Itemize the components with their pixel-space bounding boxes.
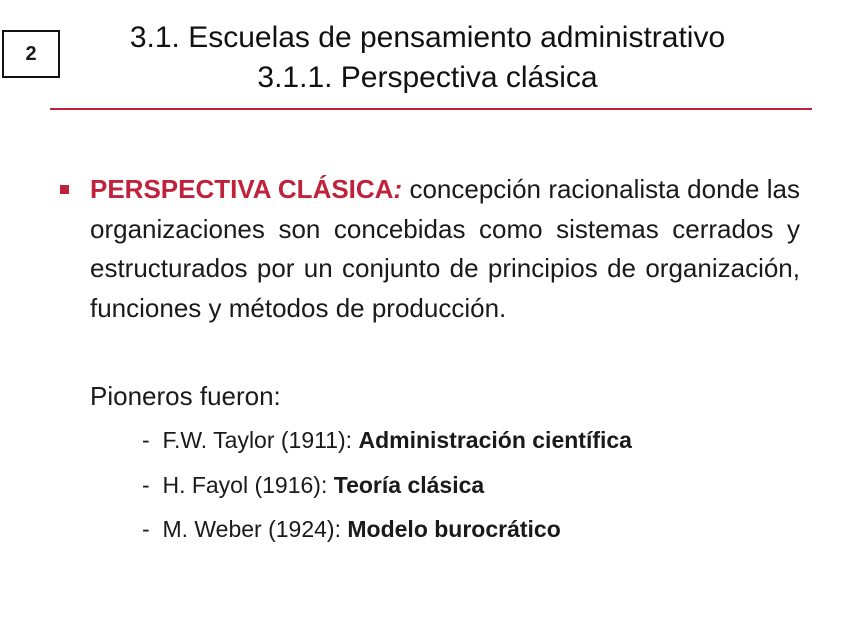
pioneer-work: Administración científica — [358, 427, 632, 453]
pioneer-work: Teoría clásica — [333, 472, 485, 498]
title-underline — [50, 108, 812, 110]
bullet-text: concepción racionalista donde las organizaciones son concebidas como sistemas cerrados y estructurados por un conjunto de principios de organización, funciones y métodos de producción. — [90, 174, 800, 323]
slide-number: 2 — [25, 42, 37, 65]
pioneer-item-taylor — [142, 425, 632, 455]
slide-title — [70, 18, 785, 98]
title-line-1: 3.1. Escuelas de pensamiento administrativo — [129, 21, 726, 54]
square-bullet-icon — [60, 185, 69, 194]
title-line-2: 3.1.1. Perspectiva clásica — [257, 61, 598, 94]
pioneer-dash: - — [142, 472, 150, 498]
slide-number-badge — [2, 30, 60, 78]
bullet-separator: : — [393, 174, 403, 204]
pioneer-name: M. Weber (1924): — [162, 516, 341, 542]
bullet-term: PERSPECTIVA CLÁSICA — [90, 174, 394, 204]
pioneers-label: Pioneros fueron: — [90, 381, 281, 411]
pioneer-item-fayol — [142, 470, 484, 500]
pioneer-dash: - — [142, 516, 150, 542]
pioneer-name: H. Fayol (1916): — [162, 472, 328, 498]
pioneer-dash: - — [142, 427, 150, 453]
pioneer-name: F.W. Taylor (1911): — [162, 427, 353, 453]
pioneer-work: Modelo burocrático — [347, 516, 561, 542]
pioneer-item-weber — [142, 514, 561, 544]
definition-paragraph — [90, 170, 800, 328]
